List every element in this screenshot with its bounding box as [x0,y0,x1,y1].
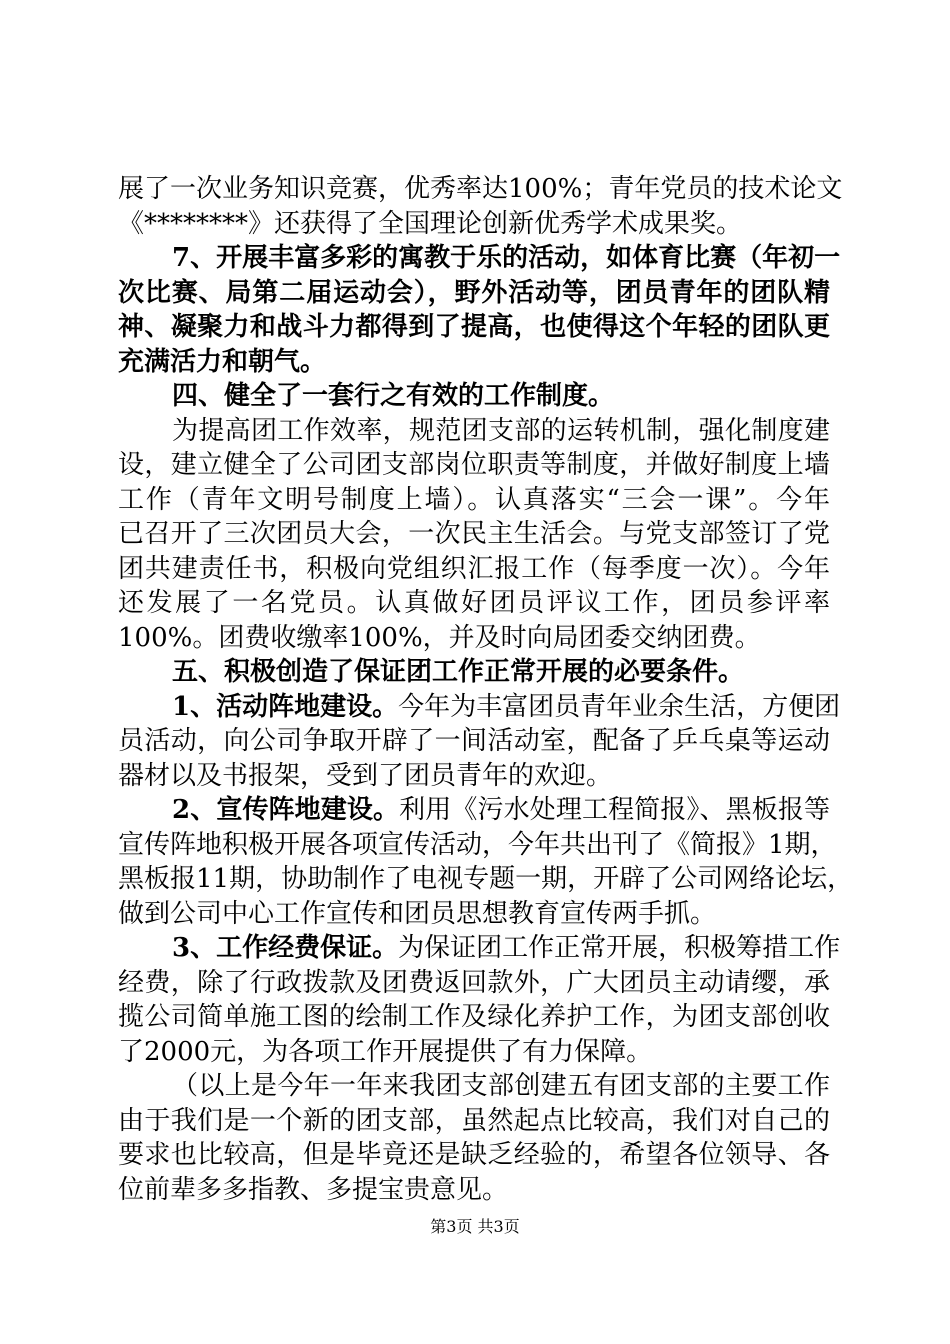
item-text: 今年为丰富团员青年业余生活，方便团 [398,691,841,722]
text-line: 展了一次业务知识竞赛，优秀率达100%；青年党员的技术论文 [118,174,843,204]
item-text: 为保证团工作正常开展，积极筹措工作 [398,933,841,963]
item-heading: 3、工作经费保证。 [172,933,399,963]
text-line: 还发展了一名党员。认真做好团员评议工作，团员参评率 [118,588,830,618]
section-heading-4: 四、健全了一套行之有效的工作制度。 [172,381,615,411]
text-line: 了2000元，为各项工作开展提供了有力保障。 [118,1036,653,1067]
item-heading: 1、活动阵地建设。 [172,691,399,722]
text-line: 揽公司简单施工图的绘制工作及绿化养护工作，为团支部创收 [118,1002,830,1032]
text-line [118,793,830,828]
item-text: 利用《污水处理工程简报》、黑板报等 [399,795,830,825]
text-line: 经费，除了行政拨款及团费返回款外，广大团员主动请缨，承 [118,967,830,998]
text-line: 7、开展丰富多彩的寓教于乐的活动，如体育比赛（年初一 [172,243,841,273]
text-line: 充满活力和朝气。 [118,346,327,377]
text-line: 器材以及书报架，受到了团员青年的欢迎。 [118,760,613,791]
text-line: 要求也比较高，但是毕竟还是缺乏经验的，希望各位领导、各 [118,1140,830,1170]
text-line: （以上是今年一年来我团支部创建五有团支部的主要工作 [172,1071,830,1101]
text-line: 《********》还获得了全国理论创新优秀学术成果奖。 [118,208,743,239]
text-line: 神、凝聚力和战斗力都得到了提高，也使得这个年轻的团队更 [118,312,830,342]
text-line: 宣传阵地积极开展各项宣传活动，今年共出刊了《简报》1期， [118,829,837,860]
text-line: 位前辈多多指教、多提宝贵意见。 [118,1174,509,1205]
item-heading: 2、宣传阵地建设。 [172,795,400,825]
text-line: 100%。团费收缴率100%，并及时向局团委交纳团费。 [118,622,761,653]
paragraph-activities [118,241,841,379]
text-line: 设，建立健全了公司团支部岗位职责等制度，并做好制度上墙 [118,450,830,480]
paragraph-activity-venue [118,690,841,794]
text-line: 工作（青年文明号制度上墙）。认真落实“三会一课”。今年 [118,484,830,515]
text-line: 黑板报11期，协助制作了电视专题一期，开辟了公司网络论坛， [118,864,854,894]
text-line: 由于我们是一个新的团支部，虽然起点比较高，我们对自己的 [118,1105,830,1136]
paragraph-conclusion [118,1069,830,1207]
text-line: 为提高团工作效率，规范团支部的运转机制，强化制度建 [172,415,830,446]
paragraph-work-system [118,414,830,656]
document-body [118,172,854,1207]
text-line [118,931,841,966]
text-line: 次比赛、局第二届运动会），野外活动等，团员青年的团队精 [118,277,830,308]
paragraph-competition [118,172,843,241]
paragraph-publicity [118,793,854,931]
text-line: 已召开了三次团员大会，一次民主生活会。与党支部签订了党 [118,519,830,549]
page-number-footer: 第3页 共3页 [430,1217,520,1236]
text-line: 团共建责任书，积极向党组织汇报工作（每季度一次）。今年 [118,553,830,584]
text-line: 员活动，向公司争取开辟了一间活动室，配备了乒乓桌等运动 [118,726,830,756]
text-line: 做到公司中心工作宣传和团员思想教育宣传两手抓。 [118,898,717,929]
section-heading-5: 五、积极创造了保证团工作正常开展的必要条件。 [172,657,745,687]
text-line [118,690,841,725]
paragraph-funding [118,931,841,1069]
